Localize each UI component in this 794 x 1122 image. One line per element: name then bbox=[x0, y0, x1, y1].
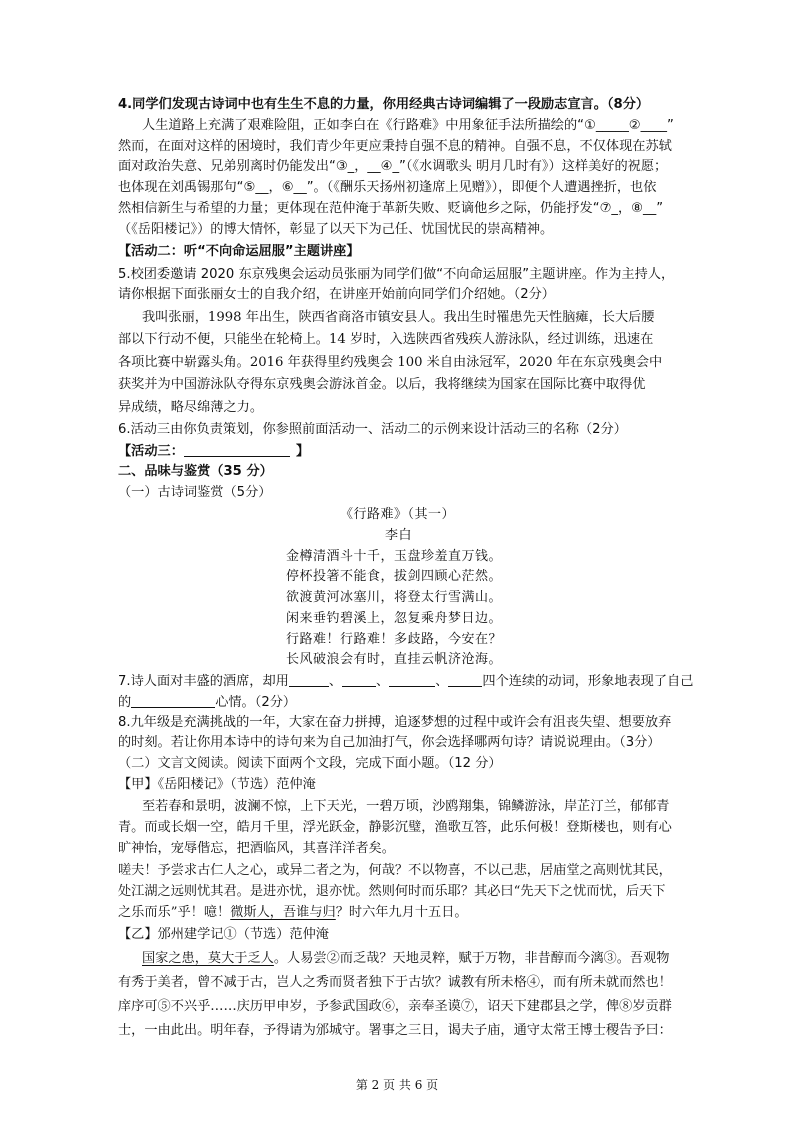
q5-intro-line: 部以下行动不便，只能坐在轮椅上。14 岁时，入选陕西省残疾人游泳队，经过训练，迅速在 bbox=[118, 332, 654, 348]
jia-underlined-sentence: 微斯人，吾谁与归 bbox=[230, 905, 336, 920]
q7-text: 心情。（2分） bbox=[215, 694, 297, 710]
poem-title: 《行路难》（其一） bbox=[340, 507, 456, 523]
activity3-suffix: 】 bbox=[295, 444, 310, 460]
q7-blank-2[interactable] bbox=[342, 672, 376, 687]
jia-heading: 【甲】《岳阳楼记》（节选）范仲淹 bbox=[118, 776, 316, 792]
yi-text: 有秀于美者，曾不减于古，岂人之秀而贤者独下于古欤？诚教有所未格④，而有所未就而然也！ bbox=[118, 975, 672, 990]
q7-blank-4[interactable] bbox=[448, 672, 482, 687]
poem-line: 停杯投箸不能食，拔剑四顾心茫然。 bbox=[286, 569, 503, 585]
q5-intro-line: 各项比赛中崭露头角。2016 年获得里约残奥会 100 米自由泳冠军，2020 年在东京残奥会中 bbox=[118, 354, 663, 370]
q7-separator: 、 bbox=[376, 674, 390, 690]
jia-line: 至若春和景明，波澜不惊，上下天光，一碧万顷，沙鸥翔集，锦鳞游泳，岸芷汀兰，郁郁青 bbox=[142, 799, 670, 815]
q4-paragraph-line: 然而，在面对这样的困境时，我们青少年更应秉持自强不息的精神。自强不息，不仅体现在苏轼 bbox=[118, 138, 672, 154]
q7-blank-3[interactable] bbox=[389, 672, 435, 687]
jia-line: 处江湖之远则忧其君。是进亦忧，退亦忧。然则何时而乐耶？其必曰“先天下之忧而忧，后天下 bbox=[118, 884, 666, 900]
q4-paragraph-line: 然相信新生与希望的力量；更体现在范仲淹于革新失败、贬谪他乡之际，仍能抒发“⑦_，⑧__” bbox=[118, 200, 664, 216]
poem-line: 行路难！行路难！多歧路，今安在？ bbox=[286, 631, 503, 647]
q8-text: 的时刻。若让你用本诗中的诗句来为自己加油打气，你会选择哪两句诗？请说说理由。（3分） bbox=[118, 735, 661, 751]
poem-line: 长风破浪会有时，直挂云帆济沧海。 bbox=[286, 652, 503, 668]
activity3-prefix: 【活动三： bbox=[118, 444, 184, 460]
yi-heading-text: 【乙】邠州建学记①（节选）范仲淹 bbox=[118, 927, 329, 942]
yi-text: 士，一由此出。明年春，予得请为邠城守。署事之三日，谒夫子庙，通守太常王博士稷告予曰： bbox=[118, 1023, 672, 1038]
q7-line2 bbox=[118, 693, 296, 712]
jia-line: 青。而或长烟一空，皓月千里，浮光跃金，静影沉璧，渔歌互答，此乐何极！登斯楼也，则有心 bbox=[118, 820, 672, 836]
page-footer: 第 2 页 共 6 页 bbox=[355, 1078, 439, 1092]
q4-paragraph-line: 面对政治失意、兄弟别离时仍能发出“③_，__④_”（《水调歌头 明月几时有》）这样美好的祝愿； bbox=[118, 159, 668, 175]
section2-heading: 二、品味与鉴赏（35 分） bbox=[118, 463, 273, 479]
jia-line: 旷神怡，宠辱偕忘，把酒临风，其喜洋洋者矣。 bbox=[118, 840, 395, 856]
q7-blank-1[interactable] bbox=[289, 672, 329, 687]
q4-paragraph-line: 也体现在刘禹锡那句“⑤__，⑥__”。（《酬乐天扬州初逢席上见赠》），即便个人遭遇挫折，也依 bbox=[118, 180, 657, 196]
q7-line1 bbox=[118, 672, 693, 691]
yi-text: 庠序可⑤不兴乎……庆历甲申岁，予参武国政⑥，亲奉圣谟⑦，诏天下建郡县之学，俾⑧岁贡群 bbox=[118, 999, 672, 1014]
yi-text: 。人易尝②而乏哉？天地灵粹，赋于万物，非昔醇而今漓③。吾观物 bbox=[273, 951, 670, 966]
q7-separator: 、 bbox=[435, 674, 449, 690]
jia-line: 嗟夫！予尝求古仁人之心，或异二者之为，何哉？不以物喜，不以己悲，居庙堂之高则忧其民， bbox=[118, 863, 672, 879]
jia-text: 之乐而乐”乎！噫！ bbox=[118, 905, 231, 920]
activity3-heading bbox=[118, 442, 309, 461]
yi-line bbox=[118, 998, 672, 1016]
q4-title: 4.同学们发现古诗词中也有生生不息的力量，你用经典古诗词编辑了一段励志宣言。（8分） bbox=[118, 97, 650, 112]
part2-heading: （二）文言文阅读。阅读下面两个文段，完成下面小题。（12 分） bbox=[118, 756, 502, 772]
jia-text: ？时六年九月十五日。 bbox=[335, 905, 468, 920]
q5-text: 请你根据下面张丽女士的自我介绍，在讲座开始前向同学们介绍她。（2分） bbox=[118, 287, 555, 303]
q7-separator: 、 bbox=[328, 674, 343, 690]
q7-blank-5[interactable] bbox=[131, 693, 215, 708]
yi-heading bbox=[118, 926, 329, 944]
q4-paragraph-line: （《岳阳楼记》）的博大情怀，彰显了以天下为己任、忧国忧民的崇高精神。 bbox=[118, 221, 554, 237]
q7-text: 四个连续的动词，形象地表现了自己 bbox=[482, 674, 694, 690]
activity2-heading: 【活动二：听“不向命运屈服”主题讲座】 bbox=[118, 244, 360, 260]
yi-line bbox=[118, 1022, 672, 1040]
q4-paragraph-line: 人生道路上充满了艰难险阻，正如李白在《行路难》中用象征手法所描绘的“①_____②____” bbox=[142, 117, 674, 133]
q8-text: 8.九年级是充满挑战的一年，大家在奋力拼搏，追逐梦想的过程中或许会有沮丧失望、想要放弃 bbox=[118, 714, 672, 730]
q5-text: 5.校团委邀请 2020 东京残奥会运动员张丽为同学们做“不向命运屈服”主题讲座。作为主持人， bbox=[118, 266, 675, 282]
q7-text: 7.诗人面对丰盛的酒席，却用 bbox=[118, 674, 289, 690]
poem-line: 金樽清酒斗十千，玉盘珍羞直万钱。 bbox=[286, 548, 503, 564]
jia-line bbox=[118, 904, 468, 922]
poem-author: 李白 bbox=[385, 527, 413, 543]
poem-line: 闲来垂钓碧溪上，忽复乘舟梦日边。 bbox=[286, 610, 503, 626]
q6-text: 6.活动三由你负责策划，你参照前面活动一、活动二的示例来设计活动三的名称（2分） bbox=[118, 422, 627, 438]
activity3-blank[interactable] bbox=[184, 442, 290, 457]
q7-text: 的 bbox=[118, 694, 132, 710]
yi-line bbox=[118, 974, 672, 992]
q5-intro-line: 我叫张丽，1998 年出生，陕西省商洛市镇安县人。我出生时罹患先天性脑瘫，长大后腰 bbox=[142, 309, 655, 325]
q5-intro-line: 获奖并为中国游泳队夺得东京残奥会游泳首金。以后，我将继续为国家在国际比赛中取得优 bbox=[118, 377, 646, 393]
yi-line bbox=[142, 950, 670, 968]
yi-underlined-sentence: 国家之患，莫大于乏人 bbox=[142, 951, 274, 966]
poem-line: 欲渡黄河冰塞川，将登太行雪满山。 bbox=[286, 590, 503, 606]
part1-heading: （一）古诗词鉴赏（5分） bbox=[118, 484, 272, 500]
q5-intro-line: 异成绩，略尽绵薄之力。 bbox=[118, 399, 264, 415]
